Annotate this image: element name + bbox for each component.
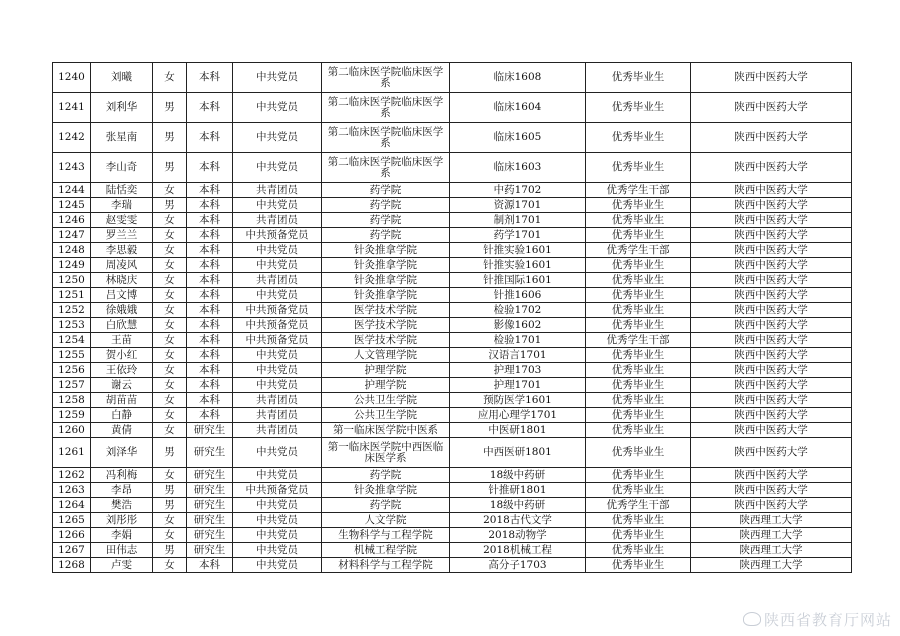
serial-number-cell: 1240 (53, 63, 91, 93)
college-cell: 医学技术学院 (322, 318, 450, 333)
name-cell: 冯利梅 (91, 468, 153, 483)
honor-cell: 优秀学生干部 (586, 243, 691, 258)
serial-number-cell: 1264 (53, 498, 91, 513)
table-row (53, 513, 852, 528)
school-cell: 陕西中医药大学 (691, 438, 852, 468)
education-cell: 研究生 (187, 543, 233, 558)
class-cell: 影像1602 (450, 318, 586, 333)
class-cell: 药学1701 (450, 228, 586, 243)
college-cell: 第一临床医学院中医系 (322, 423, 450, 438)
gender-cell: 女 (153, 363, 187, 378)
serial-number-cell: 1258 (53, 393, 91, 408)
class-cell: 资源1701 (450, 198, 586, 213)
gender-cell: 女 (153, 348, 187, 363)
class-cell: 针推实验1601 (450, 258, 586, 273)
class-cell: 护理1703 (450, 363, 586, 378)
honor-cell: 优秀毕业生 (586, 483, 691, 498)
school-cell: 陕西中医药大学 (691, 333, 852, 348)
serial-number-cell: 1252 (53, 303, 91, 318)
name-cell: 李山奇 (91, 153, 153, 183)
table-row (53, 543, 852, 558)
school-cell: 陕西中医药大学 (691, 348, 852, 363)
college-cell: 针灸推拿学院 (322, 483, 450, 498)
political-status-cell: 中共党员 (233, 468, 322, 483)
honor-cell: 优秀毕业生 (586, 393, 691, 408)
site-watermark (743, 609, 892, 630)
college-cell: 第二临床医学院临床医学系 (322, 123, 450, 153)
gender-cell: 女 (153, 333, 187, 348)
political-status-cell: 中共预备党员 (233, 228, 322, 243)
honor-cell: 优秀毕业生 (586, 363, 691, 378)
serial-number-cell: 1265 (53, 513, 91, 528)
education-cell: 本科 (187, 273, 233, 288)
political-status-cell: 中共党员 (233, 528, 322, 543)
political-status-cell: 中共党员 (233, 198, 322, 213)
college-cell: 第二临床医学院临床医学系 (322, 153, 450, 183)
gender-cell: 女 (153, 243, 187, 258)
gender-cell: 女 (153, 513, 187, 528)
gender-cell: 女 (153, 228, 187, 243)
name-cell: 李瑞 (91, 198, 153, 213)
watermark-text: 陕西省教育厅网站 (763, 611, 892, 629)
school-cell: 陕西中医药大学 (691, 408, 852, 423)
serial-number-cell: 1257 (53, 378, 91, 393)
gender-cell: 男 (153, 153, 187, 183)
serial-number-cell: 1260 (53, 423, 91, 438)
honor-cell: 优秀毕业生 (586, 348, 691, 363)
gender-cell: 女 (153, 423, 187, 438)
college-cell: 护理学院 (322, 378, 450, 393)
political-status-cell: 共青团员 (233, 273, 322, 288)
political-status-cell: 中共党员 (233, 543, 322, 558)
school-cell: 陕西中医药大学 (691, 273, 852, 288)
honor-cell: 优秀毕业生 (586, 558, 691, 573)
education-cell: 本科 (187, 123, 233, 153)
name-cell: 胡苗苗 (91, 393, 153, 408)
class-cell: 临床1608 (450, 63, 586, 93)
gender-cell: 女 (153, 528, 187, 543)
table-row (53, 423, 852, 438)
name-cell: 白静 (91, 408, 153, 423)
table-row (53, 363, 852, 378)
table-row (53, 213, 852, 228)
school-cell: 陕西中医药大学 (691, 363, 852, 378)
table-row (53, 333, 852, 348)
name-cell: 刘利华 (91, 93, 153, 123)
table-row (53, 303, 852, 318)
education-cell: 研究生 (187, 513, 233, 528)
class-cell: 临床1603 (450, 153, 586, 183)
school-cell: 陕西中医药大学 (691, 483, 852, 498)
honor-cell: 优秀毕业生 (586, 408, 691, 423)
college-cell: 药学院 (322, 498, 450, 513)
education-cell: 本科 (187, 288, 233, 303)
class-cell: 护理1701 (450, 378, 586, 393)
school-cell: 陕西中医药大学 (691, 228, 852, 243)
name-cell: 徐娥娥 (91, 303, 153, 318)
table-row (53, 288, 852, 303)
school-cell: 陕西中医药大学 (691, 153, 852, 183)
college-cell: 公共卫生学院 (322, 393, 450, 408)
honor-cell: 优秀毕业生 (586, 153, 691, 183)
gender-cell: 女 (153, 63, 187, 93)
school-cell: 陕西中医药大学 (691, 243, 852, 258)
school-cell: 陕西理工大学 (691, 558, 852, 573)
name-cell: 吕文博 (91, 288, 153, 303)
table-row (53, 123, 852, 153)
table-row (53, 528, 852, 543)
serial-number-cell: 1250 (53, 273, 91, 288)
table-row (53, 408, 852, 423)
table-row (53, 63, 852, 93)
serial-number-cell: 1245 (53, 198, 91, 213)
serial-number-cell: 1243 (53, 153, 91, 183)
college-cell: 药学院 (322, 198, 450, 213)
education-cell: 本科 (187, 303, 233, 318)
name-cell: 周凌风 (91, 258, 153, 273)
school-cell: 陕西中医药大学 (691, 288, 852, 303)
serial-number-cell: 1242 (53, 123, 91, 153)
name-cell: 李思毅 (91, 243, 153, 258)
college-cell: 人文学院 (322, 513, 450, 528)
class-cell: 制剂1701 (450, 213, 586, 228)
political-status-cell: 中共党员 (233, 558, 322, 573)
honor-cell: 优秀学生干部 (586, 183, 691, 198)
gender-cell: 男 (153, 543, 187, 558)
wave-icon (743, 612, 761, 626)
political-status-cell: 中共预备党员 (233, 318, 322, 333)
class-cell: 高分子1703 (450, 558, 586, 573)
honor-cell: 优秀毕业生 (586, 513, 691, 528)
class-cell: 针推研1801 (450, 483, 586, 498)
honor-cell: 优秀毕业生 (586, 213, 691, 228)
serial-number-cell: 1244 (53, 183, 91, 198)
college-cell: 公共卫生学院 (322, 408, 450, 423)
political-status-cell: 中共党员 (233, 243, 322, 258)
name-cell: 陆恬奕 (91, 183, 153, 198)
education-cell: 研究生 (187, 423, 233, 438)
gender-cell: 女 (153, 468, 187, 483)
honor-cell: 优秀学生干部 (586, 333, 691, 348)
school-cell: 陕西中医药大学 (691, 183, 852, 198)
serial-number-cell: 1248 (53, 243, 91, 258)
education-cell: 本科 (187, 183, 233, 198)
honor-cell: 优秀毕业生 (586, 198, 691, 213)
college-cell: 药学院 (322, 228, 450, 243)
school-cell: 陕西中医药大学 (691, 378, 852, 393)
education-cell: 本科 (187, 378, 233, 393)
education-cell: 本科 (187, 348, 233, 363)
education-cell: 本科 (187, 333, 233, 348)
political-status-cell: 中共预备党员 (233, 483, 322, 498)
honor-cell: 优秀毕业生 (586, 438, 691, 468)
name-cell: 李昂 (91, 483, 153, 498)
education-cell: 本科 (187, 93, 233, 123)
gender-cell: 男 (153, 483, 187, 498)
college-cell: 护理学院 (322, 363, 450, 378)
political-status-cell: 共青团员 (233, 183, 322, 198)
political-status-cell: 中共党员 (233, 123, 322, 153)
college-cell: 针灸推拿学院 (322, 288, 450, 303)
class-cell: 针推1606 (450, 288, 586, 303)
education-cell: 本科 (187, 408, 233, 423)
honor-cell: 优秀毕业生 (586, 468, 691, 483)
gender-cell: 女 (153, 393, 187, 408)
school-cell: 陕西中医药大学 (691, 198, 852, 213)
college-cell: 机械工程学院 (322, 543, 450, 558)
college-cell: 药学院 (322, 468, 450, 483)
political-status-cell: 共青团员 (233, 393, 322, 408)
education-cell: 本科 (187, 228, 233, 243)
honor-list-table (52, 62, 852, 573)
table-row (53, 318, 852, 333)
school-cell: 陕西中医药大学 (691, 123, 852, 153)
honor-cell: 优秀毕业生 (586, 423, 691, 438)
political-status-cell: 中共预备党员 (233, 333, 322, 348)
class-cell: 临床1604 (450, 93, 586, 123)
name-cell: 田伟志 (91, 543, 153, 558)
school-cell: 陕西理工大学 (691, 528, 852, 543)
table-row (53, 153, 852, 183)
gender-cell: 女 (153, 318, 187, 333)
school-cell: 陕西中医药大学 (691, 258, 852, 273)
political-status-cell: 共青团员 (233, 423, 322, 438)
gender-cell: 男 (153, 438, 187, 468)
political-status-cell: 中共党员 (233, 498, 322, 513)
school-cell: 陕西中医药大学 (691, 213, 852, 228)
honor-cell: 优秀毕业生 (586, 93, 691, 123)
class-cell: 针推实验1601 (450, 243, 586, 258)
gender-cell: 女 (153, 288, 187, 303)
education-cell: 研究生 (187, 528, 233, 543)
name-cell: 白欣慧 (91, 318, 153, 333)
school-cell: 陕西理工大学 (691, 543, 852, 558)
honor-cell: 优秀毕业生 (586, 123, 691, 153)
class-cell: 临床1605 (450, 123, 586, 153)
political-status-cell: 中共党员 (233, 258, 322, 273)
school-cell: 陕西中医药大学 (691, 318, 852, 333)
political-status-cell: 中共党员 (233, 63, 322, 93)
education-cell: 本科 (187, 198, 233, 213)
college-cell: 第一临床医学院中西医临床医学系 (322, 438, 450, 468)
name-cell: 张星南 (91, 123, 153, 153)
gender-cell: 女 (153, 378, 187, 393)
serial-number-cell: 1255 (53, 348, 91, 363)
name-cell: 王依玲 (91, 363, 153, 378)
table-row (53, 258, 852, 273)
education-cell: 研究生 (187, 498, 233, 513)
political-status-cell: 共青团员 (233, 213, 322, 228)
education-cell: 本科 (187, 63, 233, 93)
college-cell: 药学院 (322, 183, 450, 198)
table-row (53, 93, 852, 123)
name-cell: 谢云 (91, 378, 153, 393)
class-cell: 预防医学1601 (450, 393, 586, 408)
gender-cell: 男 (153, 123, 187, 153)
serial-number-cell: 1267 (53, 543, 91, 558)
honor-cell: 优秀毕业生 (586, 303, 691, 318)
class-cell: 检验1701 (450, 333, 586, 348)
political-status-cell: 中共党员 (233, 348, 322, 363)
education-cell: 研究生 (187, 438, 233, 468)
class-cell: 2018古代文学 (450, 513, 586, 528)
gender-cell: 女 (153, 258, 187, 273)
education-cell: 研究生 (187, 483, 233, 498)
table-row (53, 228, 852, 243)
table-row (53, 483, 852, 498)
school-cell: 陕西中医药大学 (691, 393, 852, 408)
serial-number-cell: 1259 (53, 408, 91, 423)
class-cell: 针推国际1601 (450, 273, 586, 288)
college-cell: 生物科学与工程学院 (322, 528, 450, 543)
name-cell: 李娟 (91, 528, 153, 543)
class-cell: 中医研1801 (450, 423, 586, 438)
education-cell: 本科 (187, 243, 233, 258)
name-cell: 黄倩 (91, 423, 153, 438)
political-status-cell: 共青团员 (233, 408, 322, 423)
honor-cell: 优秀毕业生 (586, 288, 691, 303)
name-cell: 卢雯 (91, 558, 153, 573)
school-cell: 陕西中医药大学 (691, 423, 852, 438)
political-status-cell: 中共党员 (233, 288, 322, 303)
table-row (53, 183, 852, 198)
honor-cell: 优秀毕业生 (586, 378, 691, 393)
college-cell: 医学技术学院 (322, 303, 450, 318)
college-cell: 第二临床医学院临床医学系 (322, 93, 450, 123)
honor-cell: 优秀毕业生 (586, 528, 691, 543)
honor-cell: 优秀学生干部 (586, 498, 691, 513)
name-cell: 樊浩 (91, 498, 153, 513)
name-cell: 贺小红 (91, 348, 153, 363)
college-cell: 材料科学与工程学院 (322, 558, 450, 573)
serial-number-cell: 1241 (53, 93, 91, 123)
table-row (53, 468, 852, 483)
table-row (53, 348, 852, 363)
table-row (53, 198, 852, 213)
serial-number-cell: 1253 (53, 318, 91, 333)
education-cell: 本科 (187, 363, 233, 378)
gender-cell: 男 (153, 498, 187, 513)
class-cell: 检验1702 (450, 303, 586, 318)
table-row (53, 243, 852, 258)
serial-number-cell: 1251 (53, 288, 91, 303)
serial-number-cell: 1268 (53, 558, 91, 573)
education-cell: 本科 (187, 393, 233, 408)
political-status-cell: 中共党员 (233, 438, 322, 468)
name-cell: 刘曦 (91, 63, 153, 93)
education-cell: 本科 (187, 153, 233, 183)
gender-cell: 女 (153, 558, 187, 573)
school-cell: 陕西中医药大学 (691, 303, 852, 318)
serial-number-cell: 1247 (53, 228, 91, 243)
gender-cell: 女 (153, 273, 187, 288)
class-cell: 2018机械工程 (450, 543, 586, 558)
college-cell: 针灸推拿学院 (322, 273, 450, 288)
school-cell: 陕西中医药大学 (691, 498, 852, 513)
table-row (53, 378, 852, 393)
serial-number-cell: 1254 (53, 333, 91, 348)
class-cell: 中西医研1801 (450, 438, 586, 468)
name-cell: 刘泽华 (91, 438, 153, 468)
college-cell: 第二临床医学院临床医学系 (322, 63, 450, 93)
school-cell: 陕西理工大学 (691, 513, 852, 528)
education-cell: 本科 (187, 213, 233, 228)
gender-cell: 男 (153, 198, 187, 213)
honor-cell: 优秀毕业生 (586, 318, 691, 333)
class-cell: 18级中药研 (450, 498, 586, 513)
education-cell: 研究生 (187, 468, 233, 483)
gender-cell: 女 (153, 213, 187, 228)
political-status-cell: 中共党员 (233, 378, 322, 393)
table-row (53, 558, 852, 573)
class-cell: 汉语言1701 (450, 348, 586, 363)
political-status-cell: 中共党员 (233, 153, 322, 183)
name-cell: 王苗 (91, 333, 153, 348)
honor-cell: 优秀毕业生 (586, 273, 691, 288)
class-cell: 应用心理学1701 (450, 408, 586, 423)
political-status-cell: 中共党员 (233, 363, 322, 378)
name-cell: 罗兰兰 (91, 228, 153, 243)
college-cell: 针灸推拿学院 (322, 258, 450, 273)
serial-number-cell: 1256 (53, 363, 91, 378)
political-status-cell: 中共党员 (233, 93, 322, 123)
table-row (53, 273, 852, 288)
education-cell: 本科 (187, 558, 233, 573)
class-cell: 2018动物学 (450, 528, 586, 543)
college-cell: 针灸推拿学院 (322, 243, 450, 258)
education-cell: 本科 (187, 318, 233, 333)
school-cell: 陕西中医药大学 (691, 93, 852, 123)
school-cell: 陕西中医药大学 (691, 468, 852, 483)
serial-number-cell: 1261 (53, 438, 91, 468)
education-cell: 本科 (187, 258, 233, 273)
political-status-cell: 中共党员 (233, 513, 322, 528)
table-row (53, 438, 852, 468)
school-cell: 陕西中医药大学 (691, 63, 852, 93)
political-status-cell: 中共预备党员 (233, 303, 322, 318)
honor-cell: 优秀毕业生 (586, 228, 691, 243)
honor-cell: 优秀毕业生 (586, 543, 691, 558)
class-cell: 中药1702 (450, 183, 586, 198)
name-cell: 刘彤彤 (91, 513, 153, 528)
table-row (53, 498, 852, 513)
serial-number-cell: 1249 (53, 258, 91, 273)
gender-cell: 女 (153, 183, 187, 198)
table-row (53, 393, 852, 408)
serial-number-cell: 1262 (53, 468, 91, 483)
class-cell: 18级中药研 (450, 468, 586, 483)
serial-number-cell: 1263 (53, 483, 91, 498)
name-cell: 赵雯雯 (91, 213, 153, 228)
college-cell: 人文管理学院 (322, 348, 450, 363)
serial-number-cell: 1266 (53, 528, 91, 543)
honor-cell: 优秀毕业生 (586, 258, 691, 273)
college-cell: 药学院 (322, 213, 450, 228)
honor-cell: 优秀毕业生 (586, 63, 691, 93)
serial-number-cell: 1246 (53, 213, 91, 228)
name-cell: 林晓庆 (91, 273, 153, 288)
gender-cell: 女 (153, 303, 187, 318)
gender-cell: 男 (153, 93, 187, 123)
gender-cell: 女 (153, 408, 187, 423)
college-cell: 医学技术学院 (322, 333, 450, 348)
